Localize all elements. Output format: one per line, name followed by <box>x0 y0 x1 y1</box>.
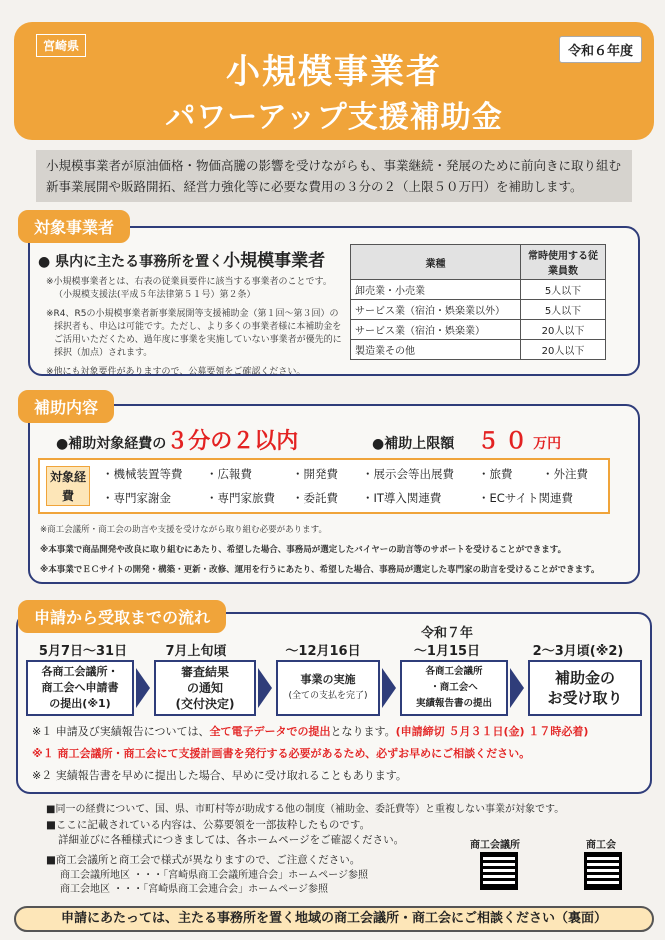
table-row <box>351 320 606 340</box>
section-tag-eligible: 対象事業者 <box>18 210 130 243</box>
note-line: 採択（加点）されます。 <box>54 348 153 358</box>
table-header-row <box>351 245 606 280</box>
flow-step-2 <box>154 660 256 716</box>
note-line: ※R4、R5の小規模事業者新事業展開等支援補助金（第１回～第３回）の <box>46 309 339 319</box>
step-text: 事業の実施 <box>300 673 356 686</box>
expense-box <box>38 458 610 514</box>
expense-item: ・展示会等出展費 <box>362 467 454 481</box>
subsidy-note2: ※本事業で商品開発や改良に取り組むにあたり、希望した場合、事務局が選定したバイヤーの助言等のサポートを受けることができます。 <box>40 545 567 555</box>
expense-item: ・ECサイト関連費 <box>478 491 573 505</box>
arrow-icon <box>258 668 272 708</box>
eligible-bullet <box>38 246 325 271</box>
arrow-icon <box>510 668 524 708</box>
th-employees: 常時使用する従業員数 <box>521 245 606 280</box>
arrow-icon <box>136 668 150 708</box>
step-date: ～12月16日 <box>285 644 361 659</box>
step-date: 5月7日～31日 <box>38 644 128 659</box>
cell-employees: 5人以下 <box>521 280 606 300</box>
eligible-notes <box>46 276 342 379</box>
flow-step-3 <box>276 660 380 716</box>
note-line: ※小規模事業者とは、右表の従業員要件に該当する事業者のことです。 <box>46 277 332 287</box>
step-text: 審査結果 <box>180 665 229 679</box>
section-tag-subsidy: 補助内容 <box>18 390 114 423</box>
step-text: 商工会へ申請書 <box>41 681 119 694</box>
subsidy-note3: ※本事業でＥＣサイトの開発・構築・更新・改修、運用を行うにあたり、希望した場合、事務局が選定した専門家の助言を受けることができます。 <box>40 565 600 575</box>
expense-item: ・委託費 <box>292 491 338 505</box>
cell-industry: 卸売業・小売業 <box>351 280 521 300</box>
th-industry: 業種 <box>351 245 521 280</box>
cell-employees: 20人以下 <box>521 340 606 360</box>
note-line: 採択者も、申込は可能です。ただし、より多くの事業者様に本補助金を <box>54 322 342 332</box>
qr-code-icon[interactable] <box>480 852 518 890</box>
cap-unit: 万円 <box>533 436 562 452</box>
table-row <box>351 300 606 320</box>
fn-text: ※１ 申請及び実績報告については、 <box>32 725 210 738</box>
bottom-note-2b: 詳細並びに各種様式につきましては、各ホームページをご確認ください。 <box>58 834 405 846</box>
employee-requirement-table <box>350 244 606 360</box>
flow-step-4 <box>400 660 508 716</box>
expense-item: ・外注費 <box>542 467 588 481</box>
expense-item: ・機械装置等費 <box>102 467 183 481</box>
cell-employees: 20人以下 <box>521 320 606 340</box>
intro-text <box>36 150 632 202</box>
flow-step-5 <box>528 660 642 716</box>
step-text: の提出(※1) <box>49 697 111 710</box>
qr-code-icon[interactable] <box>584 852 622 890</box>
expense-item: ・旅費 <box>478 467 513 481</box>
qr-label-society: 商工会 <box>586 840 616 851</box>
fn-text: となります。 <box>330 725 396 738</box>
table-row <box>351 340 606 360</box>
step-date: 2～3月頃(※2) <box>532 644 624 659</box>
cap-label: ●補助上限額 <box>372 436 455 452</box>
era-label: 令和７年 <box>420 626 473 641</box>
step-text: 各商工会議所 <box>425 666 483 677</box>
expense-label: 対象経費 <box>46 466 90 506</box>
rate-value: ３分の２以内 <box>166 429 299 454</box>
note-line: （小規模支援法(平成５年法律第５１号）第２条） <box>54 290 256 300</box>
table-row <box>351 280 606 300</box>
header-banner <box>14 22 654 140</box>
step-text: の通知 <box>186 681 223 695</box>
eligible-bullet-emph: 小規模事業者 <box>223 251 326 271</box>
expense-item: ・開発費 <box>292 467 338 481</box>
step-date: ～1月15日 <box>413 644 481 659</box>
note-line: ご活用いただくため、過年度に事業を実施していない事業者が優先的に <box>54 335 342 345</box>
cell-industry: サービス業（宿泊・娯楽業以外） <box>351 300 521 320</box>
prefecture-badge: 宮崎県 <box>36 34 86 57</box>
bottom-note-3a: 商工会議所地区 ・・・「宮崎県商工会議所連合会」ホームページ参照 <box>60 870 368 881</box>
step-text: (交付決定) <box>175 697 235 711</box>
fiscal-year-badge: 令和６年度 <box>559 36 642 63</box>
bottom-note-1: ■同一の経費について、国、県、市町村等が助成する他の制度（補助金、委託費等）と重複しない事業が対象です。 <box>46 804 565 815</box>
title-line1: 小規模事業者 <box>226 52 442 92</box>
cell-industry: 製造業その他 <box>351 340 521 360</box>
step-text: 実績報告書の提出 <box>415 698 492 709</box>
rate-label: ●補助対象経費の <box>56 436 167 452</box>
title-line2: パワーアップ支援補助金 <box>165 100 503 135</box>
flow-footnote-3: ※２ 実績報告書を早めに提出した場合、早めに受け取れることもあります。 <box>32 769 407 782</box>
step-text: ・商工会へ <box>430 682 478 693</box>
expense-item: ・IT導入関連費 <box>362 491 442 505</box>
qr-label-chamber: 商工会議所 <box>470 840 520 851</box>
flow-footnote-1 <box>32 724 588 740</box>
bottom-note-3: ■商工会議所と商工会で様式が異なりますので、ご注意ください。 <box>46 854 361 866</box>
fn-emph: 全て電子データでの提出 <box>209 725 331 738</box>
eligible-bullet-text: ● 県内に主たる事務所を置く <box>38 254 224 270</box>
step-text: 補助金の <box>554 669 615 687</box>
step-text: (全ての支払を完了) <box>288 691 368 701</box>
note-line: ※他にも対象要件がありますので、公募要領をご確認ください。 <box>46 367 306 377</box>
expense-item: ・専門家旅費 <box>206 491 275 505</box>
flow-step-1 <box>26 660 134 716</box>
expense-item: ・広報費 <box>206 467 252 481</box>
bottom-note-2: ■ここに記載されている内容は、公募要領を一部抜粋したものです。 <box>46 819 371 831</box>
footer-banner: 申請にあたっては、主たる事務所を置く地域の商工会議所・商工会にご相談ください（裏面） <box>14 906 654 932</box>
expense-item: ・専門家謝金 <box>102 491 171 505</box>
cap-value: ５０ <box>477 429 534 454</box>
cell-employees: 5人以下 <box>521 300 606 320</box>
subsidy-cap <box>372 424 561 455</box>
arrow-icon <box>382 668 396 708</box>
bottom-note-3b: 商工会地区 ・・・「宮崎県商工会連合会」ホームページ参照 <box>60 884 328 895</box>
fn-deadline: (申請締切 ５月３１日(金) １７時必着) <box>395 725 589 738</box>
subsidy-rate <box>56 424 298 455</box>
step-date: 7月上旬頃 <box>165 644 227 659</box>
subsidy-note1: ※商工会議所・商工会の助言や支援を受けながら取り組む必要があります。 <box>40 525 327 535</box>
intro-line2: 新事業展開や販路開拓、経営力強化等に必要な費用の３分の２（上限５０万円）を補助します。 <box>46 179 583 194</box>
intro-line1: 小規模事業者が原油価格・物価高騰の影響を受けながらも、事業継続・発展のために前向きに取り組む <box>46 158 622 173</box>
section-tag-flow: 申請から受取までの流れ <box>18 600 226 633</box>
flow-footnote-2: ※１ 商工会議所・商工会にて支援計画書を発行する必要があるため、必ずお早めにご相談ください。 <box>32 747 531 760</box>
step-text: お受け取り <box>547 689 623 707</box>
step-text: 各商工会議所・ <box>41 665 119 678</box>
cell-industry: サービス業（宿泊・娯楽業） <box>351 320 521 340</box>
